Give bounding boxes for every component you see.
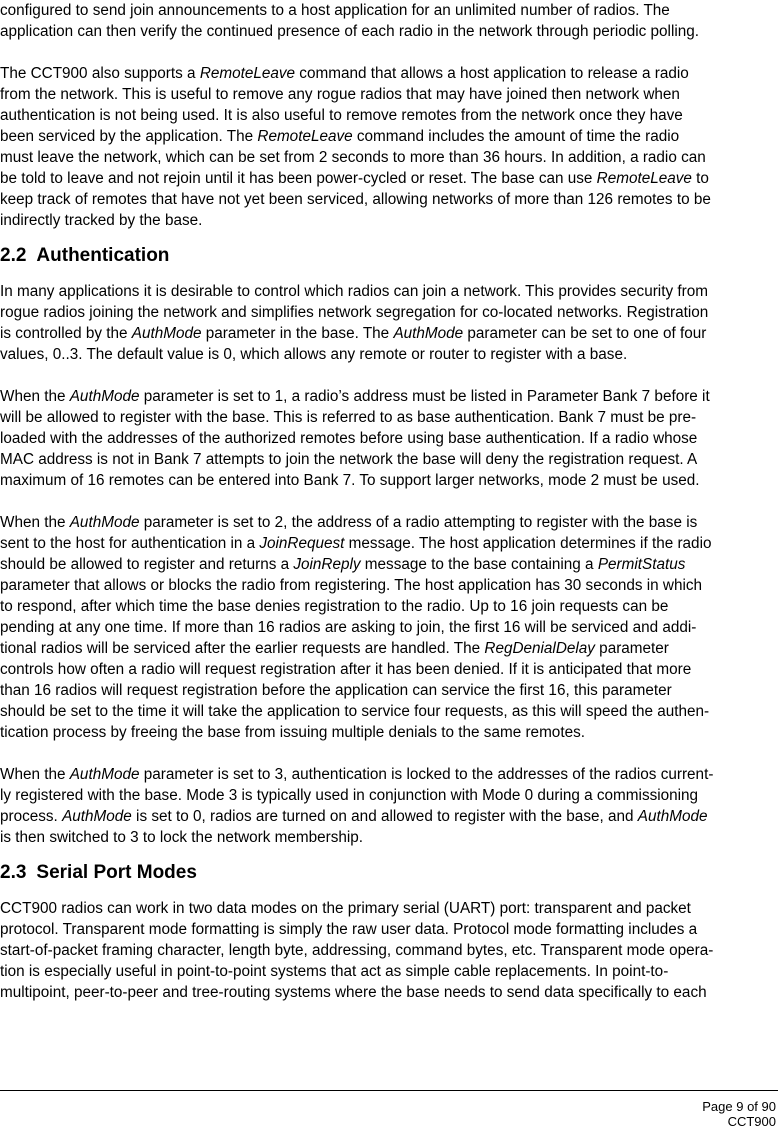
section-number: 2.3 <box>0 862 27 883</box>
parameter-name: AuthMode <box>637 808 708 825</box>
page-footer <box>702 1099 776 1129</box>
document-id: CCT900 <box>727 1114 776 1129</box>
page-number: Page 9 of 90 <box>702 1099 776 1114</box>
paragraph-authmode-2: When the AuthMode parameter is set to 2, the address of a radio attempting to register with the base is sent to the host for authentication in a JoinRequest message. The host application determines if the radio should be allowed to register and returns a JoinReply message to the base containing a PermitStatus parameter that allows or blocks the radio from registering. The host application has 30 seconds in which to respond, after which time the base denies registration to the radio. Up to 16 join requests can be pending at any one time. If more than 16 radios are asking to join, the first 16 will be serviced and addi- tional radios will be serviced after the earlier requests are handled. The RegDenialDelay parameter controls how often a radio will request registration after it has been denied. If it is anticipated that more than 16 radios will request registration before the application can service the first 16, this parameter should be set to the time it will take the application to service four requests, as this will speed the authen- tication process by freeing the base from issuing multiple denials to the same remotes. <box>0 514 712 741</box>
parameter-name: AuthMode <box>69 514 140 531</box>
section-title: Serial Port Modes <box>36 862 197 883</box>
parameter-name: RemoteLeave <box>596 170 692 187</box>
parameter-name: JoinRequest <box>259 535 345 552</box>
parameter-name: AuthMode <box>69 388 140 405</box>
paragraph-authmode-1: When the AuthMode parameter is set to 1, a radio’s address must be listed in Parameter Bank 7 before it will be allowed to register with the base. This is referred to as base authentication. Bank 7 must be pre- loaded with the addresses of the authorized remotes before using base authentication. If a radio whose MAC address is not in Bank 7 attempts to join the network the base will deny the registration request. A maximum of 16 remotes can be entered into Bank 7. To support larger networks, mode 2 must be used. <box>0 388 710 489</box>
section-number: 2.2 <box>0 245 27 266</box>
paragraph-join-announcements: configured to send join announcements to a host application for an unlimited number of radios. The application can then verify the continued presence of each radio in the network through periodic polling. <box>0 2 700 40</box>
section-title: Authentication <box>36 245 170 266</box>
paragraph-authmode-3: When the AuthMode parameter is set to 3, authentication is locked to the addresses of the radios current- ly registered with the base. Mode 3 is typically used in conjunction with Mode 0 during a commissioning process. AuthMode is set to 0, radios are turned on and allowed to register with the base, and AuthMode is then switched to 3 to lock the network membership. <box>0 766 714 846</box>
section-heading-serial-port-modes <box>0 861 772 885</box>
paragraph-authentication-intro: In many applications it is desirable to control which radios can join a network. This provides security from rogue radios joining the network and simplifies network segregation for co-located networks. Registration is controlled by the AuthMode parameter in the base. The AuthMode parameter can be set to one of four values, 0..3. The default value is 0, which allows any remote or router to register with a base. <box>0 283 709 363</box>
parameter-name: RegDenialDelay <box>484 640 595 657</box>
paragraph-serial-port-modes: CCT900 radios can work in two data modes on the primary serial (UART) port: transparent and packet protocol. Transparent mode formatting is simply the raw user data. Protocol mode formatting includes a start-of-packet framing character, length byte, addressing, command bytes, etc. Transparent mode opera- tion is especially useful in point-to-point systems that act as simple cable replacements. In point-to- multipoint, peer-to-peer and tree-routing systems where the base needs to send data specifically to each <box>0 900 714 1001</box>
parameter-name: AuthMode <box>393 325 464 342</box>
parameter-name: JoinReply <box>293 556 361 573</box>
footer-divider <box>0 1090 778 1091</box>
parameter-name: RemoteLeave <box>199 65 296 82</box>
parameter-name: PermitStatus <box>597 556 686 573</box>
paragraph-remote-leave: The CCT900 also supports a RemoteLeave command that allows a host application to release a radio from the network. This is useful to remove any rogue radios that may have joined then network when authentication is not being used. It is also useful to remove remotes from the network once they have been serviced by the application. The RemoteLeave command includes the amount of time the radio must leave the network, which can be set from 2 seconds to more than 36 hours. In addition, a radio can be told to leave and not rejoin until it has been power-cycled or reset. The base can use RemoteLeave to keep track of remotes that have not yet been serviced, allowing networks of more than 126 remotes to be indirectly tracked by the base. <box>0 65 711 229</box>
parameter-name: AuthMode <box>69 766 140 783</box>
parameter-name: RemoteLeave <box>257 128 353 145</box>
section-heading-authentication <box>0 244 772 268</box>
parameter-name: AuthMode <box>62 808 132 825</box>
parameter-name: AuthMode <box>131 325 202 342</box>
